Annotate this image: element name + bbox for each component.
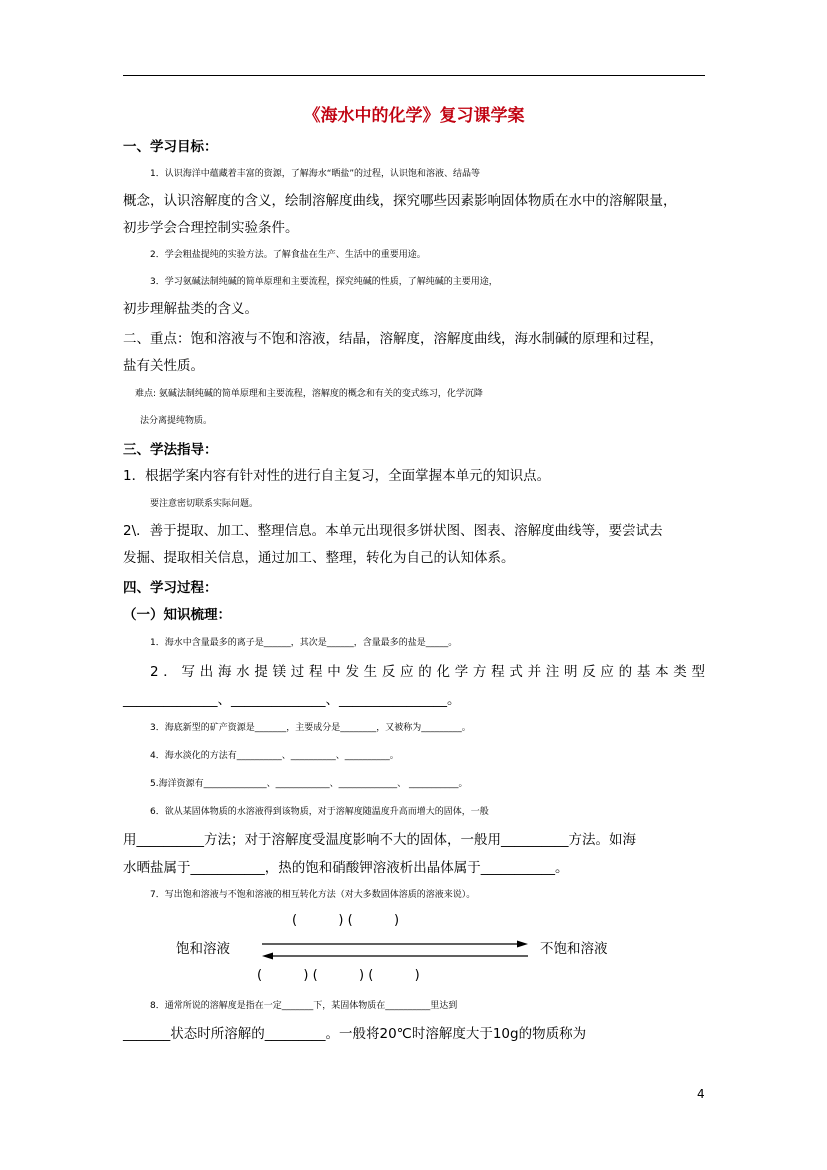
page-number: 4 bbox=[697, 1087, 705, 1101]
key-points-line-1: 二、重点：饱和溶液与不饱和溶液，结晶，溶解度，溶解度曲线，海水制碱的原理和过程， bbox=[123, 331, 663, 347]
difficulties-line-1: 难点: 氨碱法制纯碱的简单原理和主要流程，溶解度的概念和有关的变式练习，化学沉降 bbox=[135, 389, 483, 399]
question-2-line-2: ______________、______________、________________。 bbox=[123, 692, 461, 708]
goal-2: 2．学会粗盐提纯的实验方法。了解食盐在生产、生活中的重要用途。 bbox=[150, 250, 426, 260]
goal-1-line-2: 概念，认识溶解度的含义，绘制溶解度曲线，探究哪些因素影响固体物质在水中的溶解限量， bbox=[123, 193, 677, 209]
section-heading-goals: 一、学习目标： bbox=[123, 139, 218, 155]
diagram-bottom-blanks: ( ) ( ) ( ) bbox=[257, 968, 420, 983]
method-1-line-2: 要注意密切联系实际问题。 bbox=[150, 499, 259, 509]
section-heading-process: 四、学习过程： bbox=[123, 580, 218, 596]
question-3: 3．海底新型的矿产资源是_______，主要成分是________，又被称为_________。 bbox=[150, 723, 471, 733]
method-1-line-1: 1．根据学案内容有针对性的进行自主复习，全面掌握本单元的知识点。 bbox=[123, 468, 551, 484]
key-points-line-2: 盐有关性质。 bbox=[123, 358, 204, 374]
diagram-arrows bbox=[258, 936, 533, 966]
left-arrowhead bbox=[262, 953, 273, 960]
diagram-left-label: 饱和溶液 bbox=[176, 941, 230, 957]
section-heading-method: 三、学法指导： bbox=[123, 442, 218, 458]
header-rule bbox=[123, 75, 705, 76]
diagram-top-blanks: ( ) ( ) bbox=[292, 913, 400, 928]
question-8-line-2: _______状态时所溶解的_________。一般将20℃时溶解度大于10g的物质称为 bbox=[123, 1026, 587, 1042]
method-2-line-2: 发掘、提取相关信息，通过加工、整理，转化为自己的认知体系。 bbox=[123, 550, 515, 566]
method-2-line-1: 2\．善于提取、加工、整理信息。本单元出现很多饼状图、图表、溶解度曲线等，要尝试去 bbox=[123, 523, 663, 539]
question-2-line-1: 2．写出海水提镁过程中发生反应的化学方程式并注明反应的基本类型 bbox=[150, 664, 705, 680]
document-title: 《海水中的化学》复习课学案 bbox=[303, 106, 525, 126]
question-8-line-1: 8．通常所说的溶解度是指在一定_______下，某固体物质在__________里达到 bbox=[150, 1001, 458, 1011]
question-5: 5.海洋资源有______________、____________、_____________、 ___________。 bbox=[150, 779, 468, 789]
diagram-right-label: 不饱和溶液 bbox=[540, 941, 608, 957]
subsection-heading-knowledge: （一）知识梳理： bbox=[123, 607, 231, 623]
goal-3-line-2: 初步理解盐类的含义。 bbox=[123, 301, 258, 317]
question-7: 7．写出饱和溶液与不饱和溶液的相互转化方法（对大多数固体溶质的溶液来说）。 bbox=[150, 890, 476, 900]
difficulties-line-2: 法分离提纯物质。 bbox=[140, 416, 213, 426]
question-6-line-3: 水晒盐属于___________，热的饱和硝酸钾溶液析出晶体属于___________。 bbox=[123, 860, 569, 876]
goal-1-line-1: 1．认识海洋中蕴藏着丰富的资源，了解海水“晒盐”的过程，认识饱和溶液、结晶等 bbox=[150, 169, 481, 179]
goal-3-line-1: 3．学习氨碱法制纯碱的简单原理和主要流程，探究纯碱的性质，了解纯碱的主要用途， bbox=[150, 277, 498, 287]
question-4: 4．海水淡化的方法有__________、__________、__________。 bbox=[150, 751, 399, 761]
question-1: 1．海水中含量最多的离子是______，其次是______，含量最多的盐是_____。 bbox=[150, 638, 458, 648]
right-arrowhead bbox=[517, 941, 528, 948]
question-6-line-2: 用__________方法；对于溶解度受温度影响不大的固体，一般用__________方法。如海 bbox=[123, 832, 636, 848]
goal-1-line-3: 初步学会合理控制实验条件。 bbox=[123, 220, 299, 236]
question-6-line-1: 6．欲从某固体物质的水溶液得到该物质，对于溶解度随温度升高而增大的固体，一般 bbox=[150, 807, 489, 817]
